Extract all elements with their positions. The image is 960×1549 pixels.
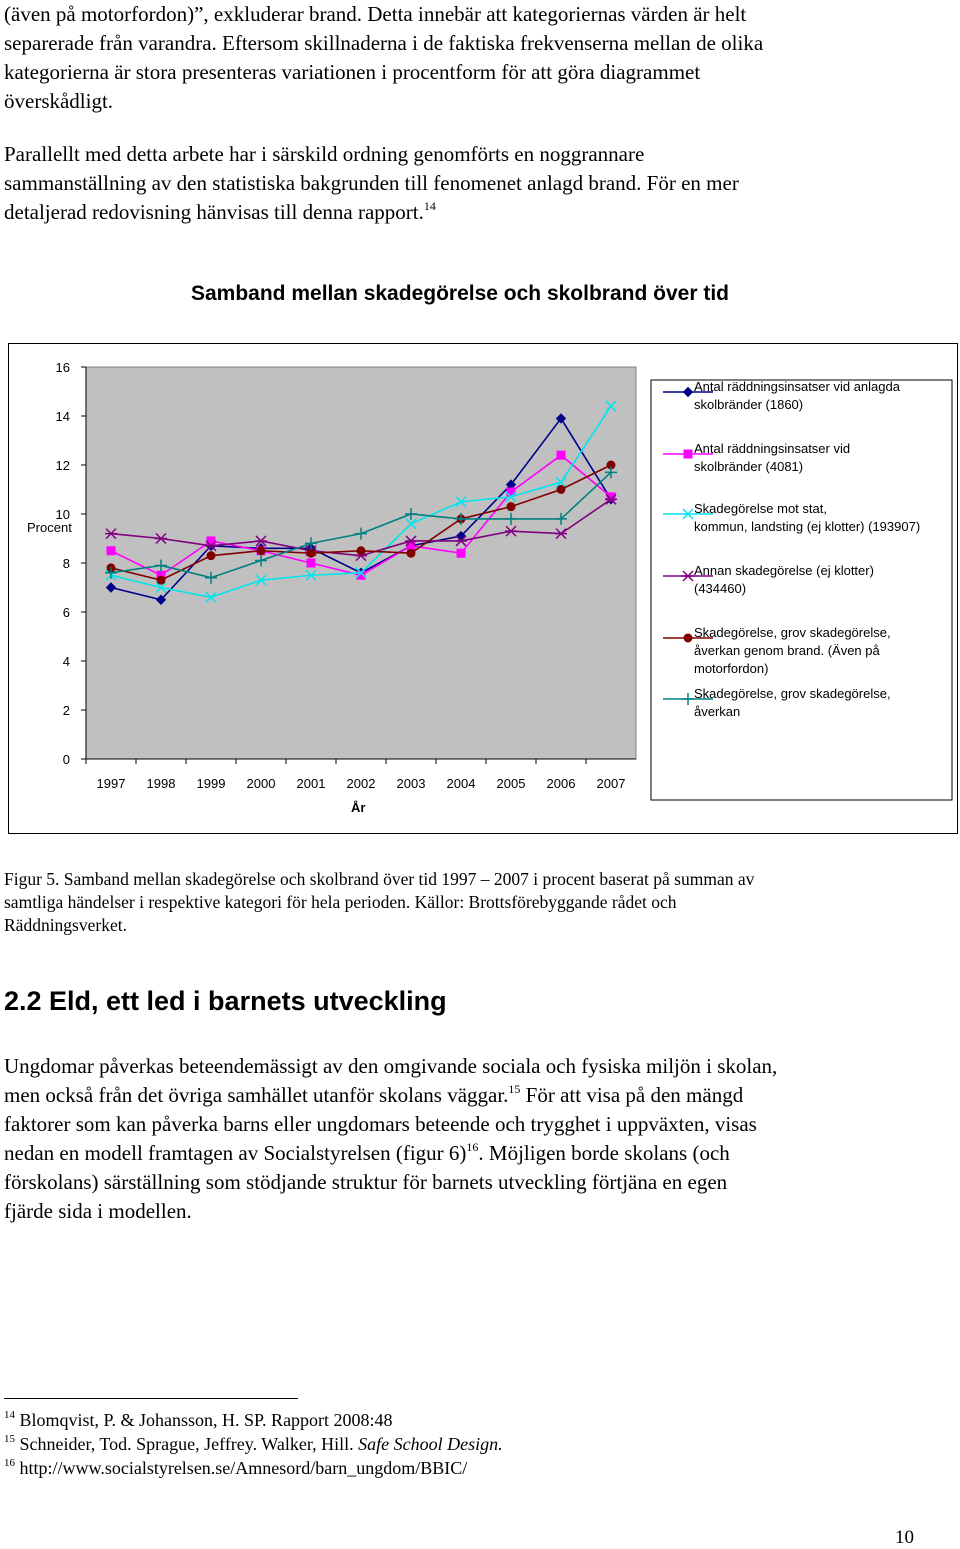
chart-frame [8, 343, 958, 834]
footnote-link[interactable]: http://www.socialstyrelsen.se/Amnesord/barn_ungdom/BBIC/ [15, 1458, 468, 1478]
para-line: fjärde sida i modellen. [4, 1199, 192, 1223]
y-ticks [56, 360, 86, 767]
data-point [207, 552, 215, 560]
para-line: Ungdomar påverkas beteendemässigt av den omgivande sociala och fysiska miljön i skolan, [4, 1054, 778, 1078]
line-chart [9, 344, 959, 835]
footnote-14 [4, 1410, 393, 1431]
legend-label: åverkan genom brand. (Även på [694, 643, 880, 658]
footnote-separator [4, 1398, 298, 1399]
para-line: För att visa på den mängd [520, 1083, 744, 1107]
data-point [557, 451, 565, 459]
para-line: Parallellt med detta arbete har i särskild ordning genomförts en noggrannare [4, 142, 645, 166]
x-tick-label: 2006 [546, 776, 576, 791]
footnote-number: 14 [4, 1409, 15, 1421]
y-tick-label: 4 [62, 654, 70, 669]
footnote-ref-16[interactable]: 16 [466, 1140, 479, 1154]
y-axis-label: Procent [27, 520, 72, 535]
footnote-text: Schneider, Tod. Sprague, Jeffrey. Walker, Hill. [15, 1434, 359, 1454]
data-point [307, 549, 315, 557]
y-tick-label: 14 [55, 409, 70, 424]
page-number: 10 [895, 1527, 914, 1548]
y-tick-label: 6 [62, 605, 70, 620]
legend-label: Skadegörelse mot stat, [694, 501, 827, 516]
data-point [307, 559, 315, 567]
data-point [107, 547, 115, 555]
legend-label: åverkan [694, 704, 741, 719]
footnote-number: 16 [4, 1457, 15, 1469]
data-point [507, 503, 515, 511]
data-point [457, 549, 465, 557]
intro-paragraph [4, 0, 954, 116]
y-tick-label: 12 [55, 458, 70, 473]
x-tick-label: 2000 [246, 776, 276, 791]
footnote-number: 15 [4, 1433, 15, 1445]
legend-label: Antal räddningsinsatser vid anlagda [694, 379, 900, 394]
para-line: detaljerad redovisning hänvisas till denna rapport. [4, 200, 424, 224]
para-line: förskolans) särställning som stödjande struktur för barnets utveckling förtjäna en egen [4, 1170, 728, 1194]
data-point [257, 547, 265, 555]
legend-label: Antal räddningsinsatser vid [694, 441, 851, 456]
data-point [407, 549, 415, 557]
para-line: nedan en modell framtagen av Socialstyrelsen (figur 6) [4, 1141, 467, 1165]
y-tick-label: 2 [62, 703, 70, 718]
legend-marker [684, 634, 692, 642]
para-line: men också från det övriga samhället utanför skolans väggar. [4, 1083, 509, 1107]
background-paragraph [4, 140, 954, 227]
para-line: sammanställning av den statistiska bakgrunden till fenomenet anlagd brand. För en mer [4, 171, 739, 195]
x-tick-label: 2005 [496, 776, 526, 791]
footnote-16 [4, 1458, 467, 1479]
caption-line: Räddningsverket. [4, 915, 127, 935]
legend-label: motorfordon) [694, 661, 769, 676]
y-tick-label: 16 [55, 360, 70, 375]
legend-label: (434460) [694, 581, 747, 596]
legend-label: skolbränder (1860) [694, 397, 804, 412]
x-axis-label: År [351, 800, 366, 815]
figure-caption [4, 868, 904, 937]
caption-line: Figur 5. Samband mellan skadegörelse och skolbrand över tid 1997 – 2007 i procent baserat på summan av [4, 869, 755, 889]
plot-area [86, 367, 636, 759]
footnote-15 [4, 1434, 503, 1455]
x-ticks [86, 759, 625, 791]
data-point [557, 486, 565, 494]
legend-marker [684, 450, 692, 458]
footnote-ref-14[interactable]: 14 [423, 199, 436, 213]
para-line: . Möjligen borde skolans (och [478, 1141, 730, 1165]
x-tick-label: 1998 [146, 776, 176, 791]
x-tick-label: 2003 [396, 776, 426, 791]
legend-label: skolbränder (4081) [694, 459, 804, 474]
intro-line: kategorierna är stora presenteras variationen i procentform för att göra diagrammet [4, 60, 701, 84]
footnote-text: Blomqvist, P. & Johansson, H. SP. Rapport 2008:48 [15, 1410, 393, 1430]
body-paragraph [4, 1052, 954, 1226]
legend-label: kommun, landsting (ej klotter) (193907) [694, 519, 921, 534]
section-heading: 2.2 Eld, ett led i barnets utveckling [4, 986, 447, 1016]
footnote-ref-15[interactable]: 15 [508, 1082, 521, 1096]
para-line: faktorer som kan påverka barns eller ungdomars beteende och trygghet i uppväxten, visas [4, 1112, 757, 1136]
intro-line: (även på motorfordon)”, exkluderar brand. Detta innebär att kategoriernas värden är helt [4, 2, 747, 26]
intro-line: separerade från varandra. Eftersom skillnaderna i de faktiska frekvenserna mellan de olika [4, 31, 764, 55]
x-tick-label: 1999 [196, 776, 226, 791]
y-tick-label: 8 [62, 556, 70, 571]
x-tick-label: 1997 [96, 776, 126, 791]
legend-label: Skadegörelse, grov skadegörelse, [694, 686, 891, 701]
x-tick-label: 2001 [296, 776, 326, 791]
legend-label: Skadegörelse, grov skadegörelse, [694, 625, 891, 640]
y-tick-label: 0 [62, 752, 70, 767]
x-tick-label: 2007 [596, 776, 626, 791]
intro-line: överskådligt. [4, 89, 114, 113]
data-point [357, 547, 365, 555]
legend-label: Annan skadegörelse (ej klotter) [694, 563, 874, 578]
data-point [157, 576, 165, 584]
caption-line: samtliga händelser i respektive kategori för hela perioden. Källor: Brottsförebyggande rådet och [4, 892, 677, 912]
chart-title: Samband mellan skadegörelse och skolbrand över tid [190, 282, 729, 305]
y-tick-label: 10 [55, 507, 70, 522]
x-tick-label: 2002 [346, 776, 376, 791]
x-tick-label: 2004 [446, 776, 476, 791]
footnote-book-title: Safe School Design. [358, 1434, 503, 1454]
